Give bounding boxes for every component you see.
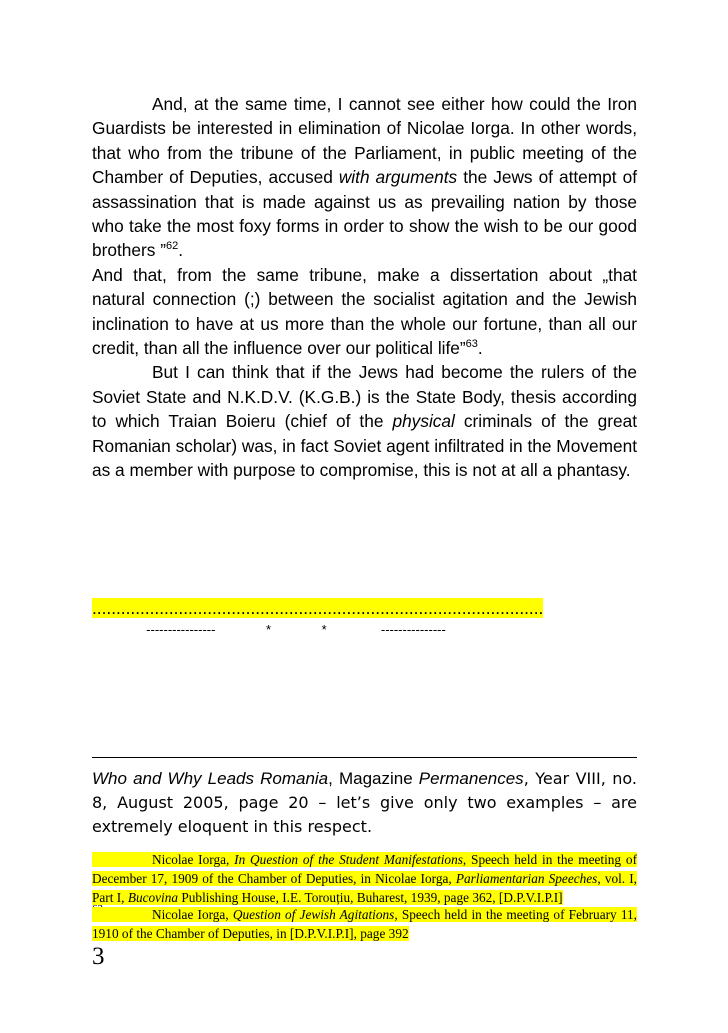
p3-text: But I can think that if the Jews had become the rulers of the Soviet State and N.K.D.V. (K.G.B.) is the State Body, thesis according to which Traian Boieru (chief of the [92,362,637,432]
star-divider: ---------------- * * --------------- [92,622,446,637]
footnote-ref-63: 63 [465,338,478,351]
p1-tail: . [178,240,184,261]
footnote-main [92,767,637,839]
fn62-text: Nicolae Iorga, [152,852,235,867]
footnote-title-italic: Who and Why Leads Romania [92,769,329,788]
p3-text-end: criminals of the great Romanian scholar) was, in fact Soviet agent infiltrated in the Movement as a member with purpose to compromise, this is not at all a phantasy. [92,411,637,481]
p2-text: And that, from the same tribune, make a dissertation about „that natural connection (;) between the socialist agitation and the Jewish inclination to have at us more than the whole our fortune, than all our credit, than all the influence over our political life” [92,264,637,359]
fn62-text-b: , Speech held in the meeting of December 17, 1909 of the Chamber of Deputies, in Nicolae Iorga, [92,852,637,886]
p1-text-end: the Jews of attempt of assassination that is made against us as prevailing nation by those who take the most foxy forms in order to show the wish to be our good brothers ” [92,167,637,261]
fn63-italic-title: Question of Jewish Agitations [232,907,395,922]
fn62-text-d: Publishing House, I.E. Torouțiu, Buharest, 1939, page 362, [D.P.V.I.P.I] [178,890,563,905]
fn62-italic-publisher: Bucovina [127,890,179,905]
fn63-text-b: , Speech held in the meeting of February 11, 1910 of the Chamber of Deputies, in [D.P.V.I.P.I], page 392 [92,907,637,941]
paragraph-3 [92,360,637,482]
body-text [92,92,637,483]
fn62-italic-title: In Question of the Student Manifestations [234,852,463,867]
page-number: 3 [92,943,105,970]
footnote-rule [92,757,637,758]
fn62-text-c: , vol. I, Part I, [92,871,638,905]
dotted-separator [92,596,637,620]
fn62-italic-book: Parliamentarian Speeches [455,871,598,886]
highlighted-dots: .............................................................................................. [92,598,544,618]
fn63-text: Nicolae Iorga, [152,907,233,922]
footnote-62 [92,850,637,907]
footnote-text: , Magazine [328,769,419,788]
paragraph-2 [92,263,637,361]
footnote-63 [92,905,637,943]
paragraph-1 [92,92,637,263]
p2-tail: . [477,338,483,359]
footnote-ref-62: 62 [165,240,179,253]
footnote-text-rest: , Year VIII, no. 8, August 2005, page 20 – let’s give only two examples – are extremely eloquent in this respect. [92,769,637,836]
p1-italic: with arguments [338,167,458,188]
p1-text: And, at the same time, I cannot see either how could the Iron Guardists be interested in elimination of Nicolae Iorga. In other words, that who from the tribune of the Parliament, in public meeting of the Chamber of Deputies, accused [92,94,637,188]
p3-italic: physical [392,411,455,432]
footnote-magazine-italic: Permanences [418,769,524,788]
